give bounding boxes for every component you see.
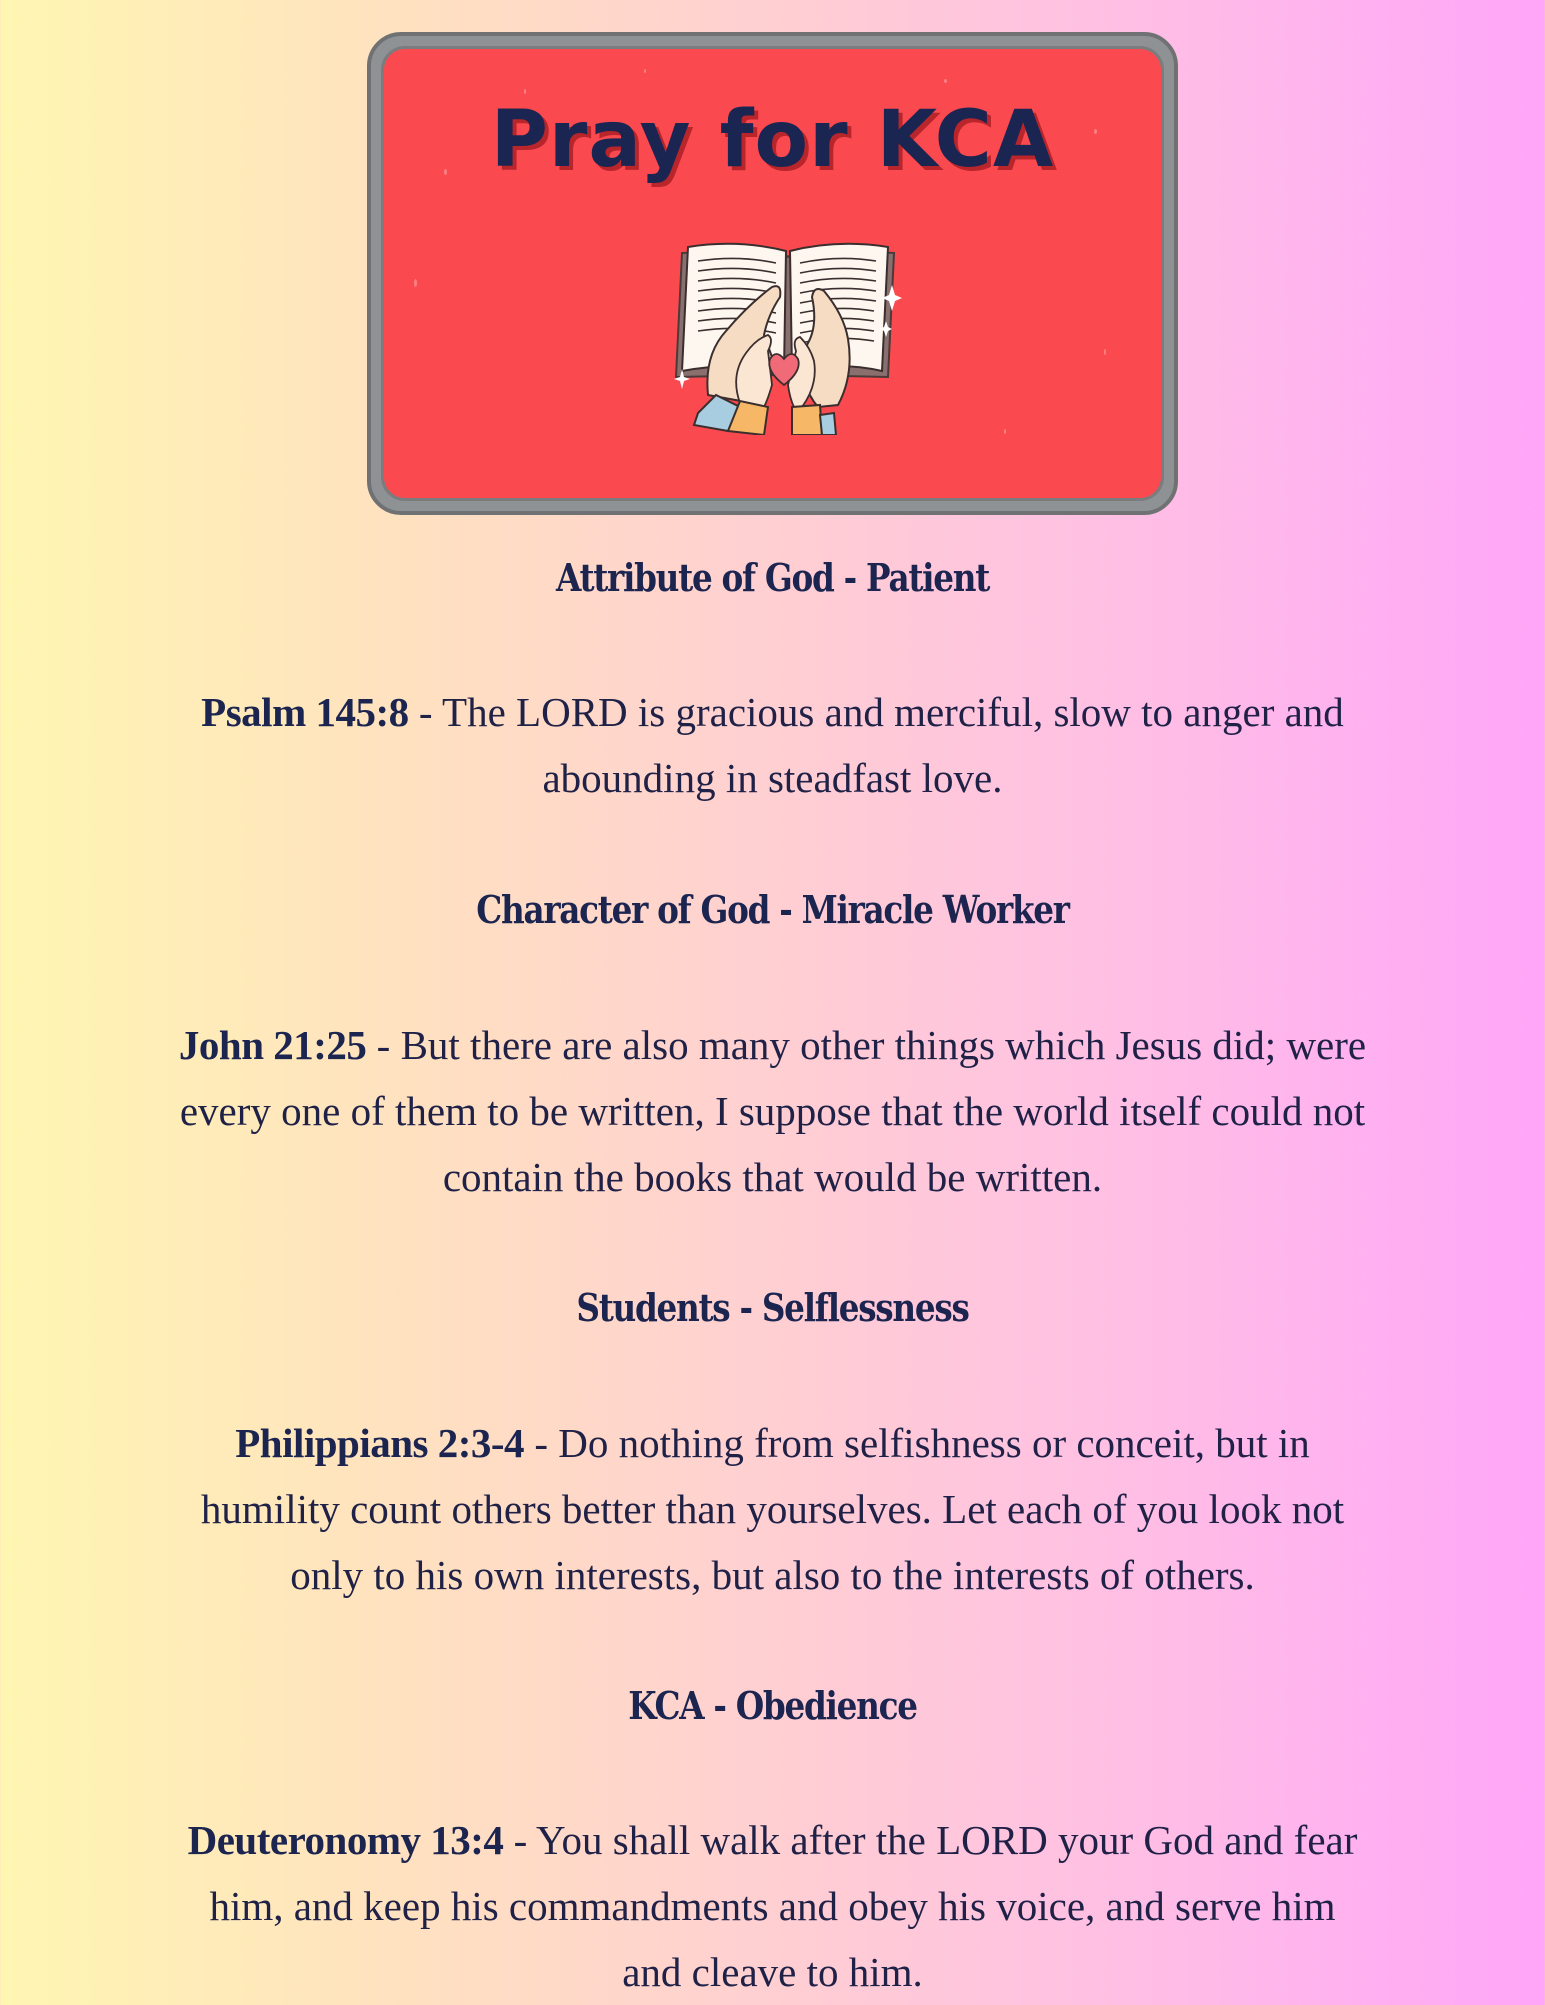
speckle-decoration [414, 279, 417, 287]
verse-line: humility count others better than yourselves. Let each of you look not [200, 1486, 1345, 1532]
verse-text: But there are also many other things which Jesus did; were [400, 1022, 1367, 1068]
verse-text: Do nothing from selfishness or conceit, but in [558, 1420, 1310, 1466]
verse-line: every one of them to be written, I suppose that the world itself could not [179, 1088, 1366, 1134]
verse-reference: Philippians 2:3-4 [235, 1420, 525, 1466]
verse-philippians [60, 1410, 1485, 1608]
verse-reference: Psalm 145:8 [201, 689, 409, 735]
header-card [367, 32, 1178, 515]
section-heading-students: Students - Selflessness [576, 1285, 969, 1330]
verse-reference: John 21:25 [178, 1022, 367, 1068]
verse-line: him, and keep his commandments and obey his voice, and serve him [209, 1883, 1336, 1929]
speckle-decoration [644, 69, 646, 73]
bible-praying-hands-icon [668, 235, 908, 435]
speckle-decoration [944, 79, 947, 83]
section-heading-kca: KCA - Obedience [628, 1683, 917, 1728]
header-card-panel [381, 46, 1164, 501]
verse-deuteronomy [60, 1807, 1485, 2005]
speckle-decoration [524, 89, 526, 94]
verse-line [60, 1410, 1485, 1476]
verse-line [60, 679, 1485, 745]
verse-psalm [60, 679, 1485, 811]
speckle-decoration [1004, 429, 1006, 434]
verse-text: You shall walk after the LORD your God and fear [536, 1817, 1358, 1863]
verse-line: and cleave to him. [622, 1949, 923, 1995]
verse-reference: Deuteronomy 13:4 [187, 1817, 504, 1863]
verse-separator: - [524, 1420, 559, 1466]
verse-line: abounding in steadfast love. [542, 755, 1003, 801]
verse-separator: - [366, 1022, 401, 1068]
verse-separator: - [503, 1817, 537, 1863]
verse-john [60, 1012, 1485, 1210]
page-title: Pray for KCA [490, 95, 1055, 185]
verse-line: contain the books that would be written. [442, 1154, 1103, 1200]
verse-line [60, 1012, 1485, 1078]
verse-text: The LORD is gracious and merciful, slow to anger and [442, 689, 1344, 735]
speckle-decoration [1104, 349, 1106, 355]
section-heading-character: Character of God - Miracle Worker [476, 887, 1069, 932]
section-heading-attribute: Attribute of God - Patient [555, 555, 990, 600]
verse-separator: - [408, 689, 443, 735]
verse-line: only to his own interests, but also to the interests of others. [290, 1552, 1255, 1598]
verse-line [60, 1807, 1485, 1873]
